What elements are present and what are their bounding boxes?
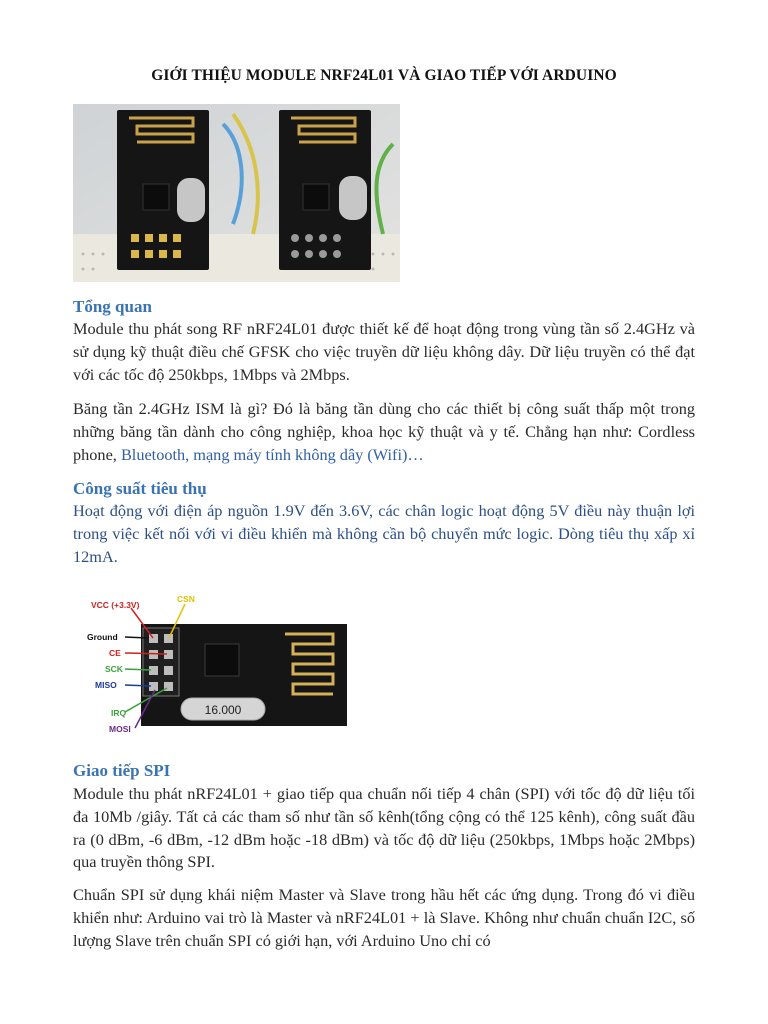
paragraph-power-1: Hoạt động với điện áp nguồn 1.9V đến 3.6V, các chân logic hoạt động 5V điều này thuận lợi trong việc kết nối với vi điều khiển mà không cần bộ chuyển mức logic. Dòng tiêu thụ xấp xỉ 12mA. xyxy=(73,501,695,566)
paragraph-overview-2 xyxy=(73,398,695,466)
paragraph-overview-2-lead: Băng tần 2.4GHz ISM là gì? Đó là băng tần dùng cho các thiết bị công suất thấp một trong những băng tần dành cho công nghiệp, khoa học kỹ thuật và y tế. Chẳng hạn như: Cordless phone, xyxy=(73,399,695,464)
module-photo xyxy=(73,104,400,282)
section-heading-overview: Tổng quan xyxy=(73,297,152,316)
pin-label-miso: MISO xyxy=(95,680,117,690)
paragraph-spi-2: Chuẩn SPI sử dụng khái niệm Master và Slave trong hầu hết các ứng dụng. Trong đó vi điều khiển như: Arduino vai trò là Master và nRF24L01 + là Slave. Không như chuẩn chuẩn I2C, số lượng Slave trên chuẩn SPI có giới hạn, với Arduino Uno chỉ có xyxy=(73,885,695,950)
nrf-module-right xyxy=(279,110,371,270)
document-title: GIỚI THIỆU MODULE NRF24L01 VÀ GIAO TIẾP VỚI ARDUINO xyxy=(151,67,617,84)
pin-label-ce: CE xyxy=(109,648,121,658)
paragraph-overview-1: Module thu phát song RF nRF24L01 được thiết kế để hoạt động trong vùng tần số 2.4GHz và sử dụng kỹ thuật điều chế GFSK cho việc truyền dữ liệu không dây. Dữ liệu truyền có thể đạt với các tốc độ 250kbps, 1Mbps và 2Mbps. xyxy=(73,319,695,384)
pin-label-sck: SCK xyxy=(105,664,123,674)
section-heading-power: Công suất tiêu thụ xyxy=(73,479,207,498)
pinout-crystal-label: 16.000 xyxy=(204,703,242,717)
pin-label-mosi: MOSI xyxy=(109,724,131,734)
pin-label-ground: Ground xyxy=(87,632,118,642)
pin-label-csn: CSN xyxy=(177,594,195,604)
pinout-chip xyxy=(205,644,239,676)
section-heading-spi: Giao tiếp SPI xyxy=(73,761,171,780)
pin-label-irq: IRQ xyxy=(111,708,127,718)
paragraph-spi-1: Module thu phát nRF24L01 + giao tiếp qua chuẩn nối tiếp 4 chân (SPI) với tốc độ dữ liệu tối đa 10Mb /giây. Tất cả các tham số như tần số kênh(tổng cộng có thể 125 kênh), công suất đầu ra (0 dBm, -6 dBm, -12 dBm hoặc -18 dBm) và tốc độ dữ liệu (250kbps, 1Mbps hoặc 2Mbps) qua truyền thông SPI. xyxy=(73,784,695,872)
paragraph-overview-2-blue: Bluetooth, mạng máy tính không dây (Wifi)… xyxy=(120,444,424,464)
pinout-diagram xyxy=(85,594,351,736)
pin-label-vcc: VCC (+3.3V) xyxy=(91,600,140,610)
nrf-module-left xyxy=(117,110,209,270)
